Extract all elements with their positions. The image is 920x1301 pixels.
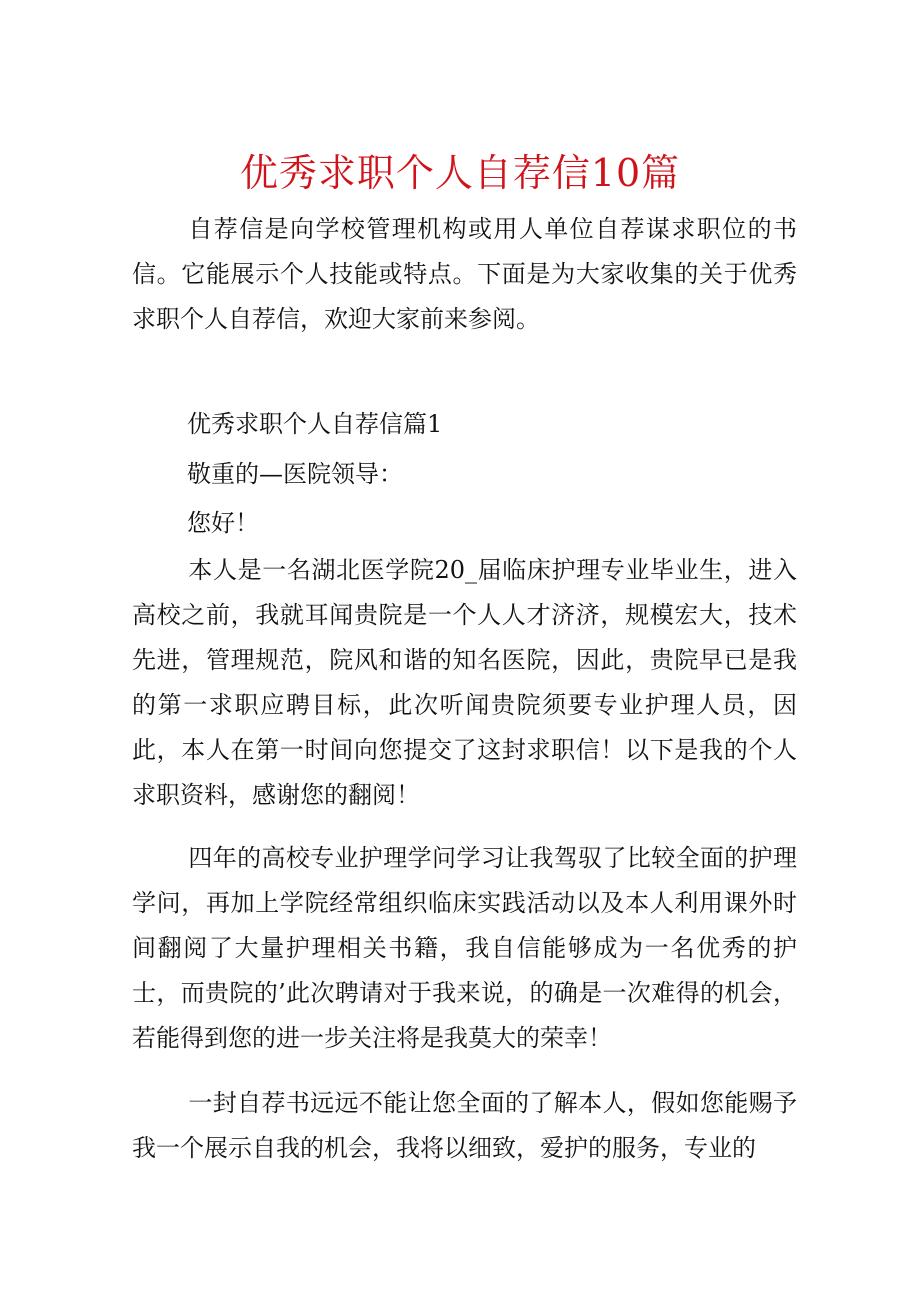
body-paragraph-3: 一封自荐书远远不能让您全面的了解本人，假如您能赐予我一个展示自我的机会，我将以细致，爱护的服务，专业的 (132, 1089, 797, 1162)
body-paragraph-1: 本人是一名湖北医学院20_届临床护理专业毕业生，进入高校之前，我就耳闻贵院是一个人人才济济，规模宏大，技术先进，管理规范，院风和谐的知名医院，因此，贵院早已是我的第一求职应聘目标，此次听闻贵院须要专业护理人员，因此，本人在第一时间向您提交了这封求职信！以下是我的个人求职资料，感谢您的翻阅！ (132, 556, 797, 809)
greeting: 您好！ (187, 509, 259, 537)
section-heading: 优秀求职个人自荐信篇1 (187, 410, 443, 438)
intro-paragraph: 自荐信是向学校管理机构或用人单位自荐谋求职位的书信。它能展示个人技能或特点。下面是为大家收集的关于优秀求职个人自荐信，欢迎大家前来参阅。 (132, 215, 797, 333)
body-paragraph-2: 四年的高校专业护理学问学习让我驾驭了比较全面的护理学问，再加上学院经常组织临床实践活动以及本人利用课外时间翻阅了大量护理相关书籍，我自信能够成为一名优秀的护士，而贵院的’此次聘请对于我来说，的确是一次难得的机会，若能得到您的进一步关注将是我莫大的荣幸！ (132, 844, 797, 1052)
document-title: 优秀求职个人自荐信10篇 (239, 151, 681, 195)
salutation: 敬重的—医院领导： (187, 460, 403, 488)
